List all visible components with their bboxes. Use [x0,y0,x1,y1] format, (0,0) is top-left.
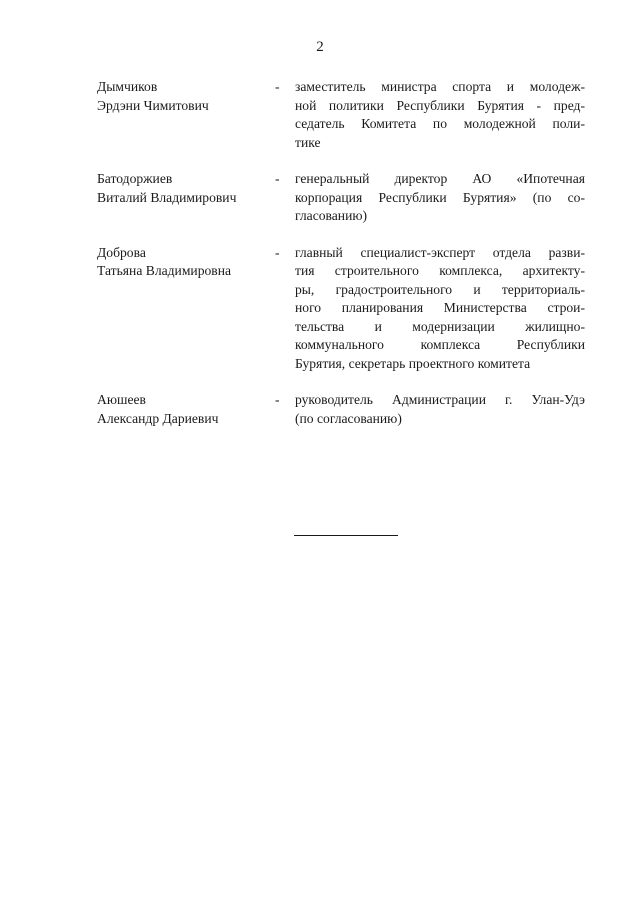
member-name [97,244,275,374]
member-name [97,391,275,428]
separator-dash: - [275,171,280,186]
role-line: седатель Комитета по молодежной поли- [295,116,585,131]
role-line: корпорация Республики Бурятия» (по со- [295,189,585,205]
member-name [97,170,275,226]
member-entry [97,244,585,374]
page-number: 2 [316,39,324,55]
role-line: ного планирования Министерства строи- [295,300,585,315]
role-line: тельства и модернизации жилищно- [295,318,585,334]
member-entry [97,170,585,226]
role-line: заместитель министра спорта и молодеж- [295,79,585,94]
member-role [295,78,585,152]
role-line: гласованию) [295,208,368,223]
role-line: коммунального комплекса Республики [295,337,585,352]
role-line: ной политики Республики Бурятия - пред- [295,97,585,113]
member-surname: Дымчиков [97,79,158,94]
member-surname: Аюшеев [97,392,146,407]
member-role [295,244,585,374]
closing-horizontal-rule [294,535,398,536]
separator-dash: - [275,79,280,94]
role-line: Бурятия, секретарь проектного комитета [295,355,531,371]
role-line: тике [295,134,321,150]
role-line: руководитель Администрации г. Улан-Удэ [295,392,585,407]
role-line: тия строительного комплекса, архитекту- [295,263,585,278]
role-line: генеральный директор АО «Ипотечная [295,171,585,186]
member-entry [97,391,585,428]
member-given-name: Эрдэни Чимитович [97,97,209,113]
member-role [295,170,585,226]
member-surname: Батодоржиев [97,171,173,186]
member-surname: Доброва [97,244,146,260]
role-line: (по согласованию) [295,410,402,426]
role-line: ры, градостроительного и территориаль- [295,281,585,297]
separator-dash: - [275,244,280,260]
member-given-name: Виталий Владимирович [97,189,237,205]
member-given-name: Александр Дариевич [97,410,219,426]
member-role [295,391,585,428]
member-name [97,78,275,152]
role-line: главный специалист-эксперт отдела разви- [295,244,585,260]
committee-member-list [97,78,585,428]
member-entry [97,78,585,152]
member-given-name: Татьяна Владимировна [97,263,232,278]
separator-dash: - [275,392,280,407]
